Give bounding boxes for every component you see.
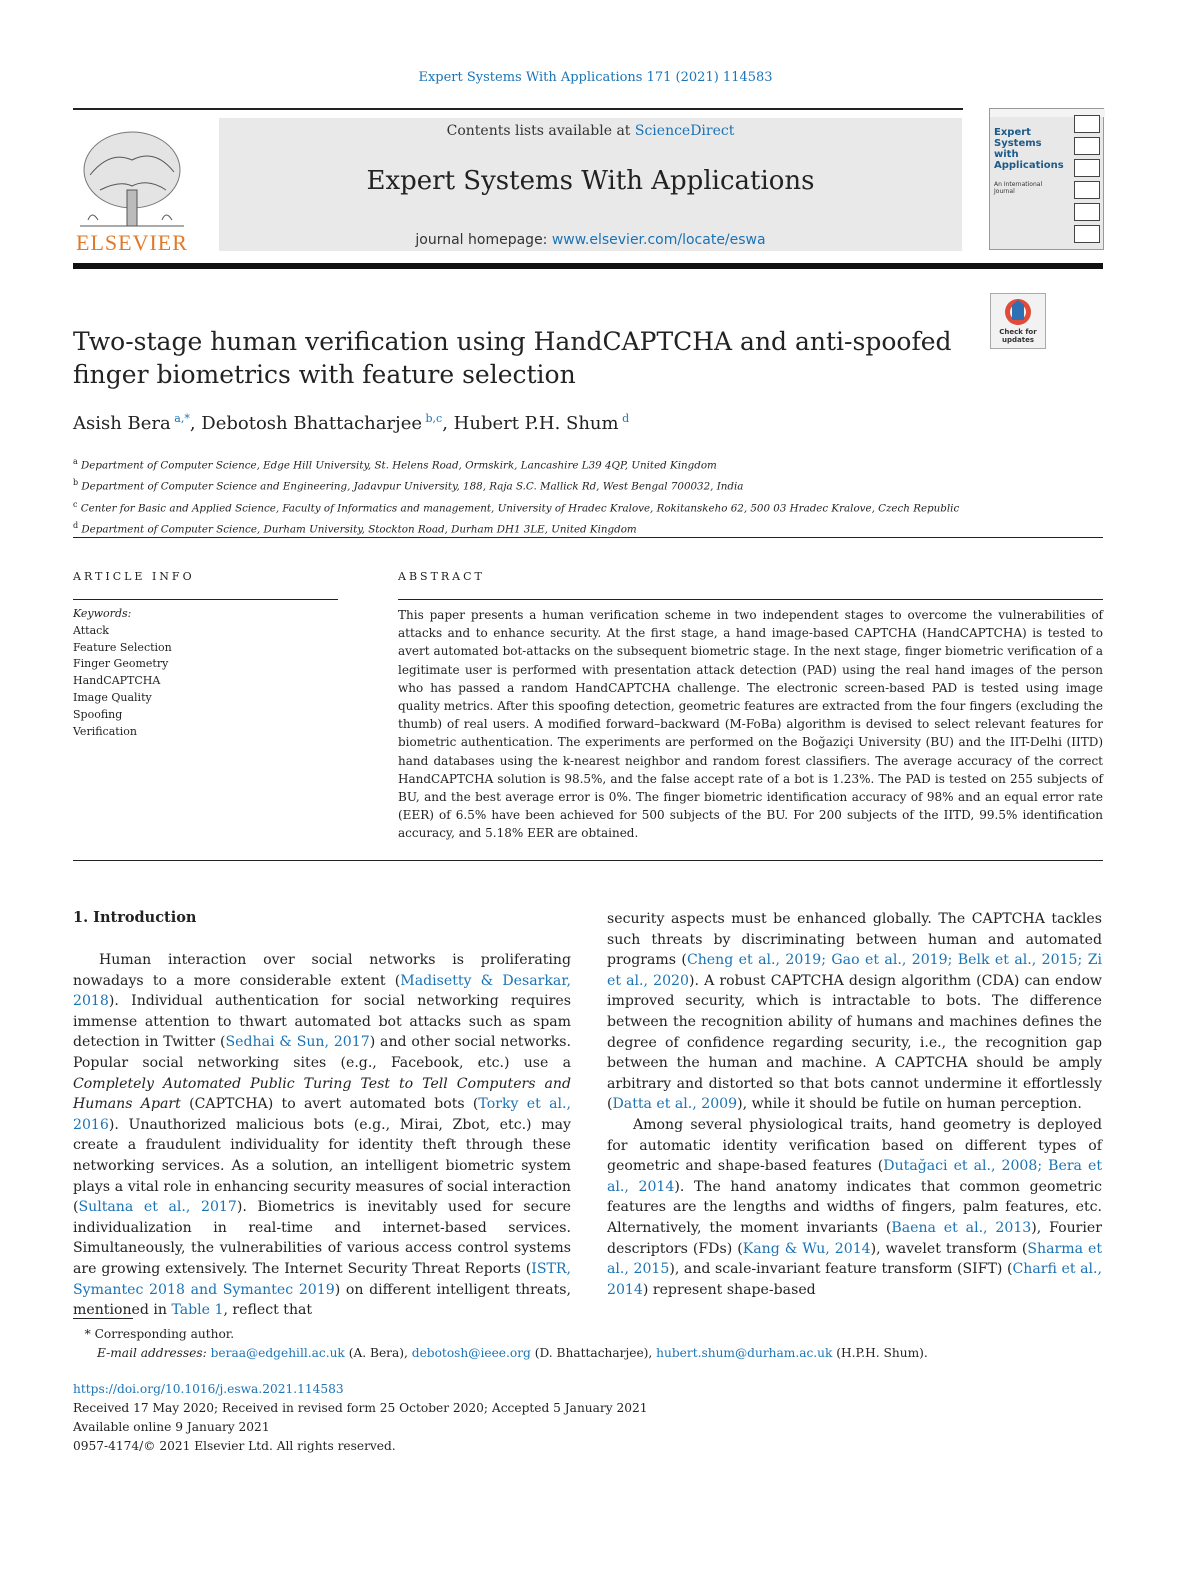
paragraph-text: ) represent shape-based [642, 1281, 816, 1298]
cover-icon-2 [1074, 137, 1100, 155]
citation-link[interactable]: ISTR, Symantec 2018 and Symantec 2019 [73, 1260, 571, 1298]
doi-link[interactable]: https://doi.org/10.1016/j.eswa.2021.114583 [73, 1382, 344, 1396]
paragraph-text: ), and scale-invariant feature transform (SIFT) ( [669, 1261, 1013, 1278]
sciencedirect-link[interactable]: ScienceDirect [634, 123, 735, 139]
cover-icon-6 [1074, 225, 1100, 243]
article-info-rule [73, 599, 338, 600]
citation-link[interactable]: Sedhai & Sun, 2017 [225, 1034, 370, 1051]
check-updates-icon [991, 296, 1045, 330]
publication-info [73, 1380, 873, 1456]
abstract-bottom-rule [73, 860, 1103, 861]
paragraph-text: , reflect that [223, 1302, 313, 1319]
email-label: E-mail addresses: [97, 1346, 211, 1360]
citation-link[interactable]: Table 1 [171, 1302, 224, 1319]
article-info-label: ARTICLE INFO [73, 570, 195, 583]
online-date: Available online 9 January 2021 [73, 1420, 270, 1434]
author-name: Asish Bera [73, 413, 171, 434]
email-addresses: E-mail addresses: beraa@edgehill.ac.uk (A. Bera), debotosh@ieee.org (D. Bhattacharjee), hubert.shum@durham.ac.uk (H.P.H. Shum). [97, 1346, 928, 1360]
copyright-line: 0957-4174/© 2021 Elsevier Ltd. All rights reserved. [73, 1439, 396, 1453]
author-list: Asish Bera $^{a,*}$, Debotosh Bhattacharjee $^{b,c}$, Hubert P.H. Shum $^d$ [73, 412, 630, 434]
journal-name: Expert Systems With Applications [366, 166, 815, 196]
author-name: Hubert P.H. Shum [453, 413, 619, 434]
abstract-text: This paper presents a human verification scheme in two independent stages to overcome the vulnerabilities of attacks and to enhance security. At the first stage, a hand image-based CAPTCHA (HandCAPTCHA) is tested to avert automated bot-attacks on the subsequent biometric stage. In the next stage, finger biometric verification of a legitimate user is performed with presentation attack detection (PAD) using the real hand images of the person who has passed a random HandCAPTCHA challenge. The electronic screen-based PAD is tested using image quality metrics. After this spoofing detection, geometric features are extracted from the four fingers (excluding the thumb) of real users. A modified forward–backward (M-FoBa) algorithm is devised to select relevant features for biometric authentication. The experiments are performed on the Boğaziçi University (BU) and the IIT-Delhi (IITD) hand databases using the k-nearest neighbor and random forest classifiers. The average accuracy of the correct HandCAPTCHA solution is 98.5%, and the false accept rate of a bot is 1.23%. The PAD is tested on 255 subjects of BU, and the best average error is 0%. The finger biometric identification accuracy of 98% and an equal error rate (EER) of 6.5% have been achieved for 500 subjects of the BU. For 200 subjects of the IITD, 99.5% identification accuracy, and 5.18% EER are obtained. [398, 608, 1103, 841]
keyword-item: Image Quality [73, 690, 152, 704]
elsevier-wordmark: ELSEVIER [76, 230, 188, 255]
email-link[interactable]: beraa@edgehill.ac.uk [210, 1346, 345, 1360]
author-affiliation-mark[interactable]: a,* [170, 412, 190, 425]
intro-paragraph-2 [607, 909, 1102, 1115]
paper-title-line-1: Two-stage human verification using HandCAPTCHA and anti-spoofed [73, 327, 952, 356]
paragraph-text: ). Unauthorized malicious bots (e.g., Mirai, Zbot, etc.) may create a fraudulent individuality for identity theft through these networking services. As a solution, an intelligent biometric system plays a vital role in enhancing security measures of social interaction ( [73, 1116, 571, 1216]
affiliation-item: $^d$ Department of Computer Science, Durham University, Stockton Road, Durham DH1 3LE, United Kingdom [73, 521, 637, 536]
cover-title: Expert Systems with Applications [994, 127, 1064, 171]
citation-link[interactable]: Sultana et al., 2017 [78, 1199, 237, 1216]
citation-link[interactable]: Sharma et al., 2015 [607, 1240, 1102, 1278]
corresponding-author-text: Corresponding author. [94, 1327, 235, 1341]
author-affiliation-mark[interactable]: b,c [422, 412, 443, 425]
check-updates-label: Check for updates [999, 328, 1037, 344]
introduction-heading: 1. Introduction [73, 909, 197, 926]
journal-cover-thumbnail[interactable] [989, 108, 1104, 250]
intro-paragraph-1 [73, 950, 571, 1321]
affiliation-item: $^c$ Center for Basic and Applied Science, Faculty of Informatics and management, University of Hradec Kralove, Rokitanskeho 62, 500 03 Hradec Kralove, Czech Republic [73, 499, 960, 515]
paragraph-text: ), Fourier descriptors (FDs) ( [607, 1219, 1102, 1257]
email-link[interactable]: debotosh@ieee.org [411, 1346, 531, 1360]
cover-icon-5 [1074, 203, 1100, 221]
affiliation-mark: b [73, 478, 79, 488]
affiliations-rule [73, 537, 1103, 538]
paragraph-text: ). The hand anatomy indicates that common geometric features are the lengths and widths of fingers, palm features, etc. Alternatively, the moment invariants ( [607, 1178, 1102, 1236]
paragraph-text: ) and other social networks. Popular social networking sites (e.g., Facebook, etc.) use a [73, 1034, 572, 1071]
affiliation-item: $^b$ Department of Computer Science and Engineering, Jadavpur University, 188, Raja S.C. Mallick Rd, West Bengal 700032, India [73, 478, 744, 493]
cover-icon-4 [1074, 181, 1100, 199]
keyword-item: Feature Selection [73, 640, 172, 654]
paragraph-text: ) on different intelligent threats, mentioned in [73, 1281, 571, 1319]
paragraph-text: security aspects must be enhanced globally. The CAPTCHA tackles such threats by discriminating between human and automated programs ( [607, 911, 1102, 969]
affiliation-item: $^a$ Department of Computer Science, Edge Hill University, St. Helens Road, Ormskirk, Lancashire L39 4QP, United Kingdom [73, 457, 717, 472]
abstract-rule [398, 599, 1103, 600]
citation-link[interactable]: Baena et al., 2013 [891, 1219, 1032, 1236]
affiliation-mark: c [73, 499, 78, 509]
received-dates: Received 17 May 2020; Received in revised form 25 October 2020; Accepted 5 January 2021 [73, 1401, 648, 1415]
footnotes [73, 1325, 1103, 1363]
citation-link[interactable]: Cheng et al., 2019; Gao et al., 2019; Belk et al., 2015; Zi et al., 2020 [607, 952, 1102, 989]
author-affiliation-mark[interactable]: d [618, 412, 630, 425]
citation-link[interactable]: Madisetty & Desarkar, 2018 [73, 972, 572, 1010]
paragraph-text: ). A robust CAPTCHA design algorithm (CDA) can endow improved security, which is intractable to bots. The difference between the recognition ability of humans and machines defines the degree of confidence regarding security, i.e., the recognition gap between the human and machine. A CAPTCHA should be amply arbitrary and distorted so that bots cannot undermine it effortlessly ( [607, 972, 1102, 1113]
header-top-rule [73, 108, 963, 110]
email-link[interactable]: hubert.shum@durham.ac.uk [656, 1346, 833, 1360]
paragraph-text: ), while it should be futile on human perception. [737, 1096, 1082, 1113]
corresponding-author-note: * Corresponding author. [73, 1327, 235, 1341]
affiliation-list [73, 453, 1103, 539]
affiliation-mark: d [73, 521, 79, 531]
author-name: Debotosh Bhattacharjee [201, 413, 422, 434]
keywords-list [73, 623, 333, 741]
paper-title [73, 325, 953, 391]
paragraph-text: ). Biometrics is inevitably used for secure individualization in real-time and internet-based services. Simultaneously, the vulnerabilities of various access control systems are growing extensively. The Internet Security Threat Reports ( [73, 1199, 572, 1277]
intro-paragraph-3 [607, 1115, 1102, 1300]
keyword-item: HandCAPTCHA [73, 674, 161, 688]
homepage-link[interactable]: www.elsevier.com/locate/eswa [551, 232, 766, 248]
contents-line [219, 123, 962, 139]
citation-link[interactable]: Torky et al., 2016 [73, 1096, 571, 1133]
footnote-rule [73, 1318, 133, 1319]
abstract-label: ABSTRACT [398, 570, 485, 583]
keyword-item: Attack [73, 623, 109, 637]
journal-reference[interactable]: Expert Systems With Applications 171 (2021) 114583 [418, 70, 773, 85]
citation-link[interactable]: Datta et al., 2009 [612, 1096, 738, 1113]
homepage-prefix: journal homepage: [415, 232, 552, 248]
paragraph-text: ). Individual authentication for social networking requires immense attention to thwart automated bot attacks such as spam detection in Twitter ( [73, 993, 571, 1051]
italic-term: Completely Automated Public Turing Test to Tell Computers and Humans Apart [73, 1075, 571, 1113]
cover-subtitle: An International Journal [994, 181, 1043, 195]
keyword-item: Finger Geometry [73, 657, 169, 671]
cover-icon-3 [1074, 159, 1100, 177]
paragraph-text: (CAPTCHA) to avert automated bots ( [180, 1096, 479, 1113]
body-column-right [607, 909, 1102, 1300]
keywords-block [73, 606, 333, 740]
keyword-item: Verification [73, 724, 137, 738]
check-for-updates-badge[interactable] [990, 293, 1046, 349]
homepage-line [219, 232, 962, 248]
paper-title-line-2: finger biometrics with feature selection [73, 360, 576, 389]
affiliation-mark: a [73, 457, 78, 466]
contents-prefix: Contents lists available at [446, 123, 635, 139]
keyword-item: Spoofing [73, 707, 123, 721]
cover-icon-1 [1074, 115, 1100, 133]
paragraph-text: Among several physiological traits, hand geometry is deployed for automatic identity verification based on different types of geometric and shape-based features ( [607, 1116, 1102, 1175]
paragraph-text: ), wavelet transform ( [870, 1240, 1028, 1257]
keywords-heading: Keywords: [73, 607, 132, 620]
citation-link[interactable]: Kang & Wu, 2014 [742, 1240, 871, 1257]
body-column-left [73, 950, 571, 1321]
citation-link[interactable]: Charfi et al., 2014 [607, 1261, 1102, 1298]
paragraph-text: Human interaction over social networks is proliferating nowadays to a more considerable extent ( [73, 952, 571, 989]
header-bottom-rule [73, 263, 1103, 269]
citation-link[interactable]: Dutağaci et al., 2008; Bera et al., 2014 [607, 1158, 1102, 1195]
